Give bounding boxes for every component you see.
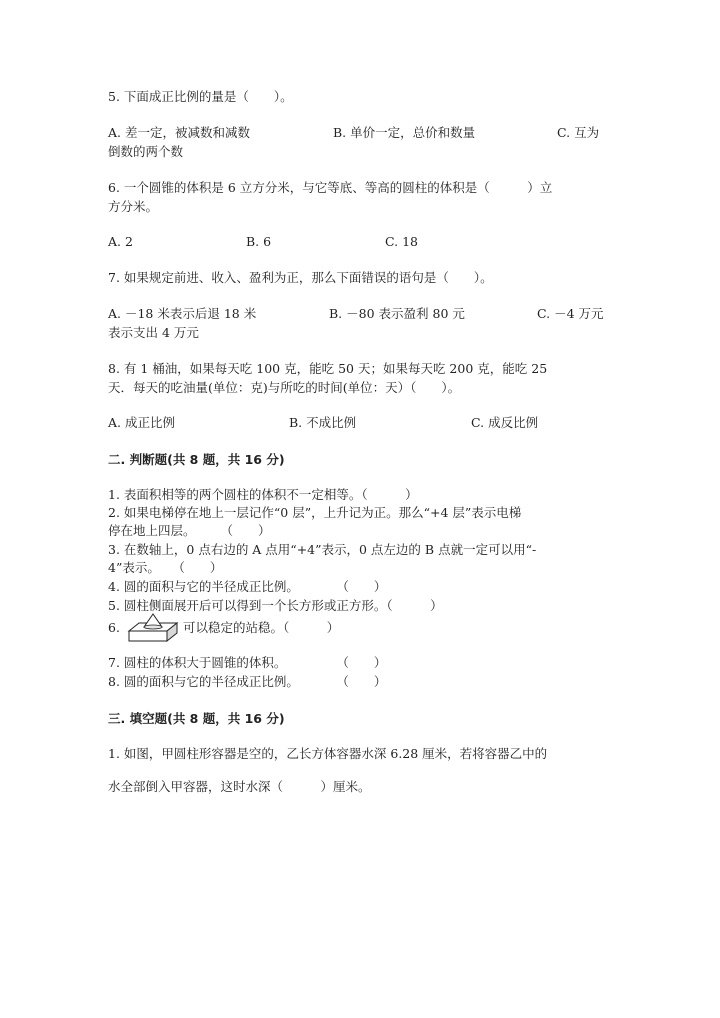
q5-option-c-cont: 倒数的两个数 <box>108 144 184 159</box>
judge-item-1: 1. 表面积相等的两个圆柱的体积不一定相等。（ ） <box>108 487 418 502</box>
judge-item-6-text: 可以稳定的站稳。（ ） <box>183 620 340 635</box>
q6-option-b: B. 6 <box>246 234 272 249</box>
q7-option-b: B. －80 表示盈利 80 元 <box>329 306 465 321</box>
q8-stem-line2: 天．每天的吃油量(单位：克)与所吃的时间(单位：天）（ ）。 <box>108 380 461 395</box>
q5-option-b: B. 单价一定，总价和数量 <box>333 125 476 140</box>
cone-on-box-figure <box>125 613 181 643</box>
q6-stem-line2: 方分米。 <box>108 199 159 214</box>
judge-item-2-line1: 2. 如果电梯停在地上一层记作“0 层”，上升记为正。那么“+4 层”表示电梯 <box>108 505 522 520</box>
q6-stem-line1: 6. 一个圆锥的体积是 6 立方分米，与它等底、等高的圆柱的体积是（ ）立 <box>108 180 553 195</box>
q7-option-c: C. －4 万元 <box>537 306 604 321</box>
judge-item-7: 7. 圆柱的体积大于圆锥的体积。 （ ） <box>108 655 387 670</box>
q8-option-a: A. 成正比例 <box>108 415 175 430</box>
judge-item-5: 5. 圆柱侧面展开后可以得到一个长方形或正方形。（ ） <box>108 598 443 613</box>
fill-item-1-line1: 1. 如图，甲圆柱形容器是空的，乙长方体容器水深 6.28 厘米，若将容器乙中的 <box>108 746 548 761</box>
q5-stem: 5. 下面成正比例的量是（ ）。 <box>108 89 293 104</box>
q5-option-c: C. 互为 <box>557 125 600 140</box>
judge-item-8: 8. 圆的面积与它的半径成正比例。 （ ） <box>108 674 387 689</box>
q8-stem-line1: 8. 有 1 桶油，如果每天吃 100 克，能吃 50 天；如果每天吃 200 克，能吃 25 <box>108 361 548 376</box>
q6-option-c: C. 18 <box>385 234 418 249</box>
box-front-face <box>129 631 167 641</box>
cone-base <box>144 625 162 629</box>
judge-item-3-line2: 4”表示。 （ ） <box>108 560 223 575</box>
q7-option-c-cont: 表示支出 4 万元 <box>108 325 199 340</box>
q8-option-c: C. 成反比例 <box>471 415 539 430</box>
judge-item-3-line1: 3. 在数轴上，0 点右边的 A 点用“+4”表示，0 点左边的 B 点就一定可以用“- <box>108 542 537 557</box>
fill-item-1-line2: 水全部倒入甲容器，这时水深（ ）厘米。 <box>108 779 371 794</box>
section-3-title: 三. 填空题(共 8 题，共 16 分) <box>108 711 285 726</box>
q7-option-a: A. －18 米表示后退 18 米 <box>108 306 257 321</box>
section-2-title: 二. 判断题(共 8 题，共 16 分) <box>108 452 285 467</box>
judge-item-4: 4. 圆的面积与它的半径成正比例。 （ ） <box>108 579 387 594</box>
q5-option-a: A. 差一定，被减数和减数 <box>108 125 250 140</box>
q8-option-b: B. 不成比例 <box>289 415 357 430</box>
judge-item-6-number: 6. <box>108 620 120 635</box>
q7-stem: 7. 如果规定前进、收入、盈利为正，那么下面错误的语句是（ ）。 <box>108 270 493 285</box>
q6-option-a: A. 2 <box>108 234 133 249</box>
judge-item-2-line2: 停在地上四层。 （ ） <box>108 523 271 538</box>
